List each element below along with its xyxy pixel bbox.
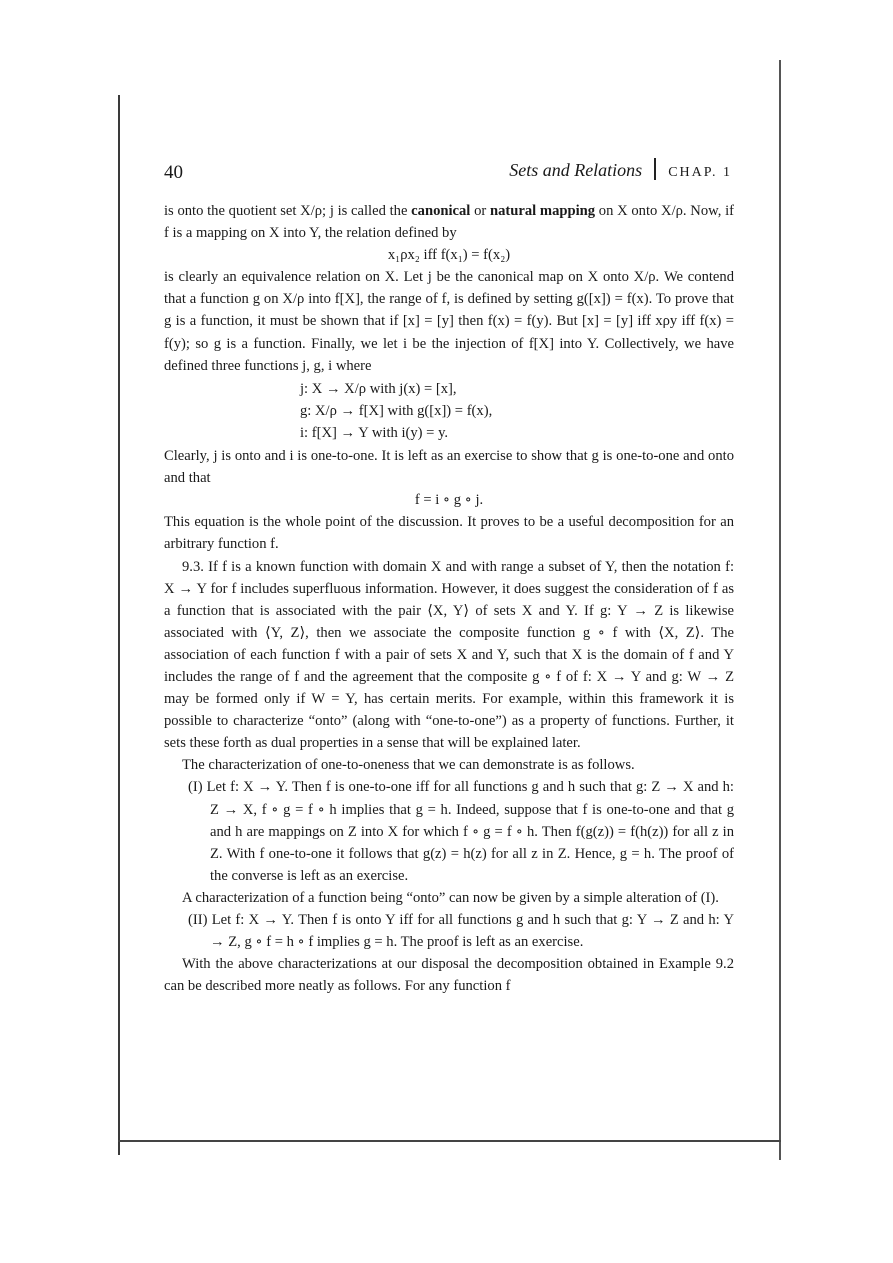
paragraph-6: The characterization of one-to-oneness that we can demonstrate is as follows.: [182, 757, 635, 774]
page-body: [164, 200, 734, 997]
function-definitions: [300, 378, 734, 444]
def-j: j: X → X/ρ with j(x) = [x],: [300, 380, 457, 397]
p1-text-c: or: [470, 203, 490, 219]
item-I: (I) Let f: X → Y. Then f is one-to-one iff for all functions g and h such that g: Z → X and h: Z → X, f ∘ g = f ∘ h implies that g = h. Indeed, suppose that f is one-to-one and that g and h are mappings on Z into X for which f ∘ g = f ∘ h. Then f(g(z)) = f(h(z)) for all z in Z. With f one-to-one it follows that g(z) = h(z) for all z in Z. Hence, g = h. The proof of the converse is left as an exercise.: [188, 779, 734, 884]
paragraph-7: A characterization of a function being “onto” can now be given by a simple alteration of (I).: [182, 889, 719, 906]
paragraph-1: [164, 200, 734, 244]
p1-text-a: is onto the quotient set X/ρ; j is called the: [164, 203, 412, 219]
equation-relation: x₁ρx₂ iff f(x₁) = f(x₂): [387, 247, 511, 264]
paragraph-4: This equation is the whole point of the discussion. It proves to be a useful decomposition for an arbitrary function f.: [164, 514, 734, 553]
term-canonical: canonical: [411, 203, 471, 219]
p1-text-e: on X onto X/ρ. Now, if f is a mapping on X into Y, the relation defined by: [164, 203, 735, 242]
paragraph-8: With the above characterizations at our disposal the decomposition obtained in Example 9.2 can be described more neatly as follows. For any function f: [164, 956, 734, 995]
page-right-edge: [779, 60, 781, 1160]
item-II: (II) Let f: X → Y. Then f is onto Y iff for all functions g and h such that g: Y → Z and h: Y → Z, g ∘ f = h ∘ f implies g = h. The proof is left as an exercise.: [188, 912, 734, 951]
def-g: g: X/ρ → f[X] with g([x]) = f(x),: [300, 402, 493, 419]
paragraph-3: Clearly, j is onto and i is one-to-one. It is left as an exercise to show that g is one-to-one and onto and that: [164, 448, 734, 487]
def-i: i: f[X] → Y with i(y) = y.: [300, 424, 449, 441]
equation-decomposition: f = i ∘ g ∘ j.: [414, 492, 484, 509]
page-left-edge: [118, 95, 120, 1155]
paragraph-2: is clearly an equivalence relation on X. Let j be the canonical map on X onto X/ρ. We contend that a function g on X/ρ into f[X], the range of f, is defined by setting g([x]) = f(x). To prove that g is a function, it must be shown that if [x] = [y] then f(x) = f(y). But [x] = [y] iff xρy iff f(x) = f(y); so g is a function. Finally, we let i be the injection of f[X] into Y. Collectively, we have defined three functions j, g, i where: [164, 269, 734, 374]
paragraph-9-3: 9.3. If f is a known function with domain X and with range a subset of Y, then the notation f: X → Y for f includes superfluous information. However, it does suggest the consideration of f as a function that is associated with the pair ⟨X, Y⟩ of sets X and Y. If g: Y → Z is likewise associated with ⟨Y, Z⟩, then we associate the composite function g ∘ f with ⟨X, Z⟩. The association of each function f with a pair of sets X and Y, such that X is the domain of f and Y includes the range of f and the agreement that the composite g ∘ f of f: X → Y and g: W → Z may be formed only if W = Y, has certain merits. For example, within this framework it is possible to characterize “onto” (along with “one-to-one”) as a property of functions. Further, it sets these forth as dual properties in a sense that will be explained later.: [164, 558, 734, 752]
header-divider: [654, 158, 656, 180]
page-header: [164, 162, 732, 188]
term-natural-mapping: natural mapping: [489, 203, 596, 219]
running-title: Sets and Relations: [509, 160, 643, 180]
chapter-label: CHAP. 1: [668, 165, 732, 180]
page-bottom-edge: [118, 1140, 781, 1142]
page-number: 40: [164, 162, 183, 183]
running-head: [509, 158, 732, 181]
